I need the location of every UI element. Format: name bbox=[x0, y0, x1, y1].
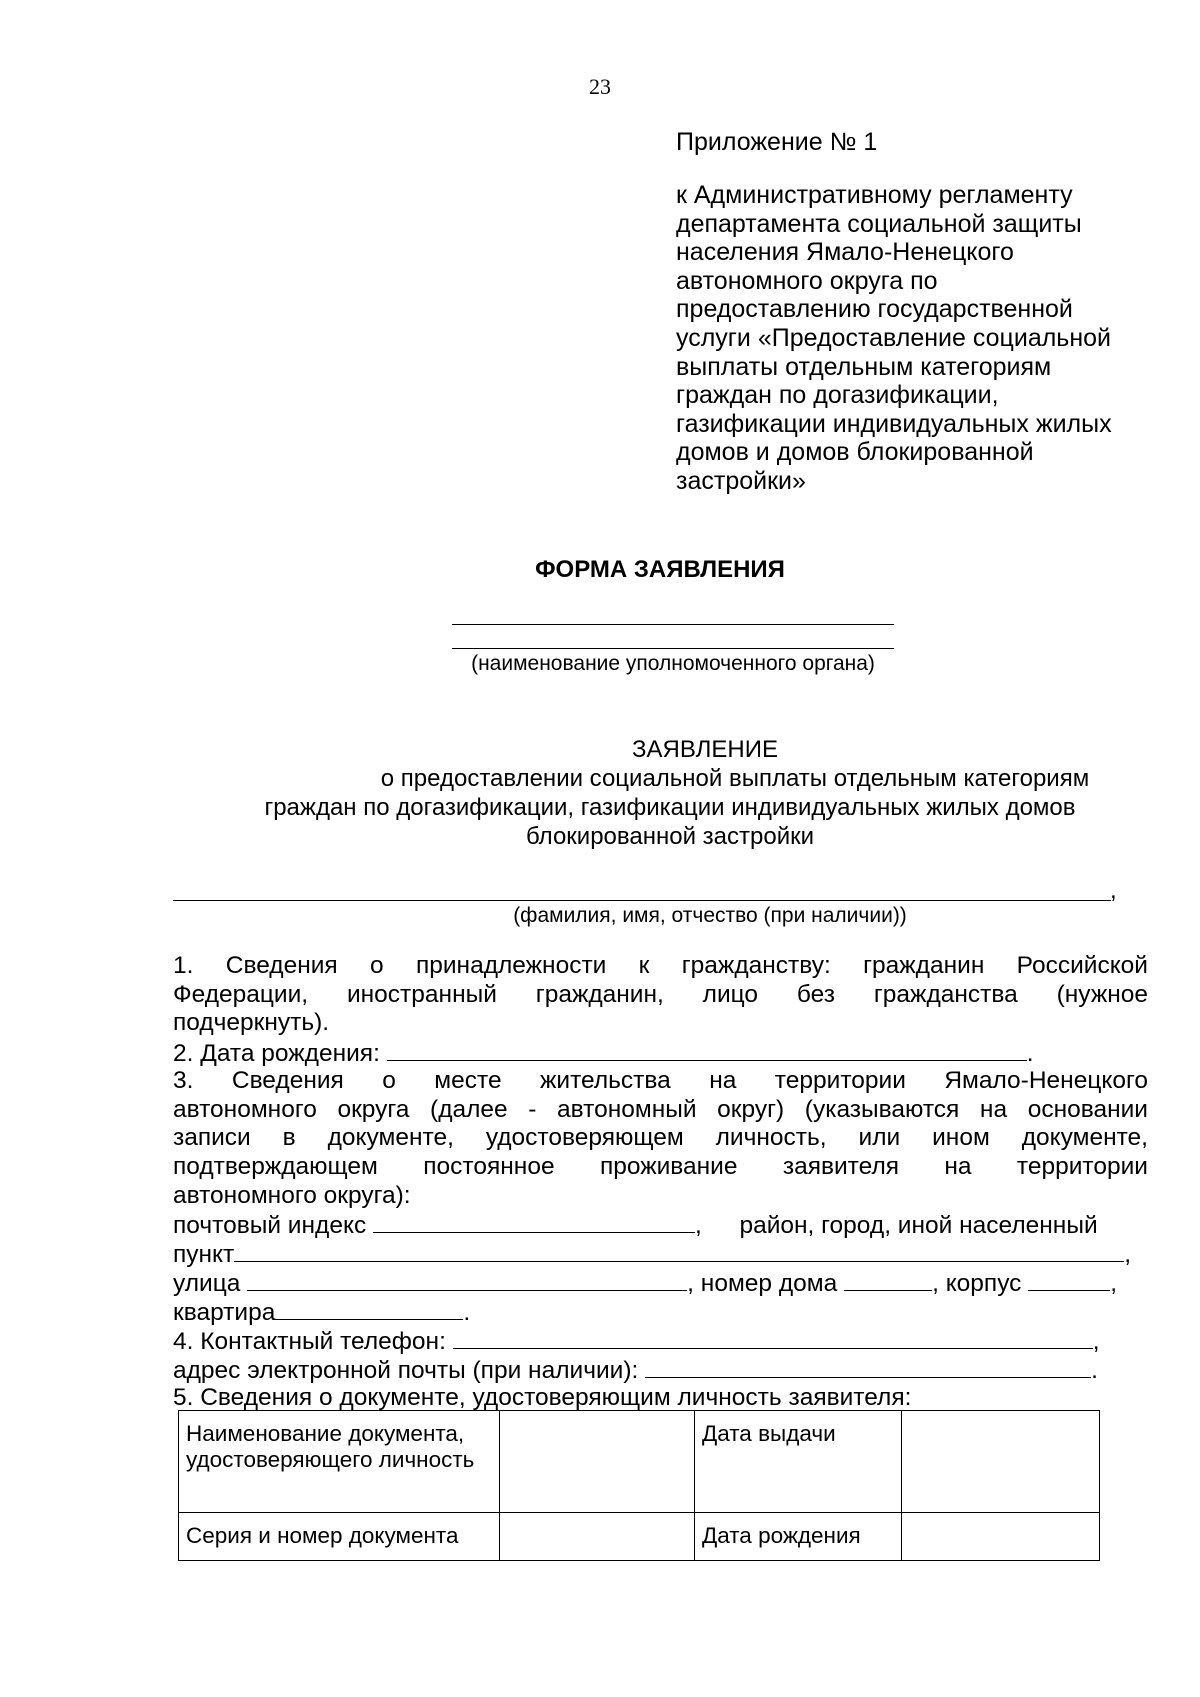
authority-line-2[interactable] bbox=[452, 648, 894, 649]
settlement-row: пункт , bbox=[173, 1241, 1132, 1268]
statement-line: о предоставлении социальной выплаты отдельным категориям bbox=[380, 765, 1090, 792]
item-3-line: автономного округа): bbox=[173, 1181, 411, 1209]
phone-field[interactable] bbox=[453, 1326, 1093, 1349]
appendix-line: газификации индивидуальных жилых bbox=[676, 409, 1112, 438]
birth-date-label: 2. Дата рождения: bbox=[173, 1040, 380, 1067]
appendix-line: услуги «Предоставление социальной bbox=[676, 323, 1112, 352]
house-field[interactable] bbox=[844, 1268, 932, 1291]
postal-row: почтовый индекс , район, город, иной населенный bbox=[173, 1212, 1098, 1239]
form-title: ФОРМА ЗАЯВЛЕНИЯ bbox=[535, 556, 785, 583]
appendix-description bbox=[676, 181, 1156, 496]
statement-title bbox=[200, 735, 1140, 851]
email-row: адрес электронной почты (при наличии): . bbox=[173, 1357, 1098, 1384]
postal-index-field[interactable] bbox=[373, 1210, 695, 1233]
email-label: адрес электронной почты (при наличии): bbox=[173, 1357, 639, 1384]
table-cell-label: Наименование документа, удостоверяющего личность bbox=[179, 1411, 500, 1513]
item-1 bbox=[173, 952, 1148, 1038]
house-label: номер дома bbox=[700, 1270, 838, 1297]
settlement-field[interactable] bbox=[234, 1239, 1124, 1262]
apartment-row: квартира . bbox=[173, 1299, 471, 1326]
apartment-field[interactable] bbox=[275, 1297, 463, 1320]
appendix-line: населения Ямало-Ненецкого bbox=[676, 238, 1014, 267]
authority-line-1[interactable] bbox=[452, 624, 894, 625]
appendix-line: предоставлению государственной bbox=[676, 295, 1073, 324]
applicant-name-line[interactable] bbox=[173, 900, 1111, 901]
appendix-line: выплаты отдельным категориям bbox=[676, 352, 1052, 381]
postal-index-label: почтовый индекс bbox=[173, 1212, 367, 1239]
statement-line: граждан по догазификации, газификации индивидуальных жилых домов bbox=[264, 794, 1076, 821]
table-cell-label: Дата выдачи bbox=[695, 1411, 902, 1513]
table-row bbox=[179, 1513, 1100, 1561]
statement-heading: ЗАЯВЛЕНИЕ bbox=[632, 736, 778, 763]
appendix-line: граждан по догазификации, bbox=[676, 381, 999, 410]
settlement-label: пункт bbox=[173, 1241, 235, 1268]
item-3-line: 3. Сведения о месте жительства на территории Ямало-Ненецкого bbox=[173, 1067, 1148, 1094]
table-row bbox=[179, 1411, 1100, 1513]
appendix-line: автономного округа по bbox=[676, 266, 938, 295]
document-number-cell[interactable] bbox=[500, 1513, 695, 1561]
authority-caption: (наименование уполномоченного органа) bbox=[471, 652, 875, 675]
building-field[interactable] bbox=[1028, 1268, 1110, 1291]
comma: , bbox=[1110, 877, 1117, 904]
appendix-line: застройки» bbox=[676, 466, 806, 495]
document-name-cell[interactable] bbox=[500, 1411, 695, 1513]
appendix-line: домов и домов блокированной bbox=[676, 438, 1034, 467]
appendix-line: к Административному регламенту bbox=[676, 181, 1073, 209]
page-number: 23 bbox=[589, 74, 611, 99]
item-5: 5. Сведения о документе, удостоверяющим личность заявителя: bbox=[173, 1384, 912, 1411]
item-1-line: подчеркнуть). bbox=[173, 1009, 330, 1037]
phone-row: 4. Контактный телефон: , bbox=[173, 1328, 1100, 1355]
item-1-line: Федерации, иностранный гражданин, лицо без гражданства (нужное bbox=[173, 980, 1148, 1008]
phone-label: 4. Контактный телефон: bbox=[173, 1328, 446, 1355]
applicant-name-caption: (фамилия, имя, отчество (при наличии)) bbox=[513, 904, 907, 927]
building-label: корпус bbox=[945, 1270, 1022, 1297]
item-3-line: автономного округа (далее - автономный округ) (указываются на основании bbox=[173, 1095, 1148, 1123]
street-field[interactable] bbox=[247, 1268, 687, 1291]
table-cell-label: Серия и номер документа bbox=[179, 1513, 500, 1561]
item-3-line: записи в документе, удостоверяющем личность, или ином документе, bbox=[173, 1124, 1148, 1152]
apartment-label: квартира bbox=[173, 1299, 276, 1326]
table-cell-label: Дата рождения bbox=[695, 1513, 902, 1561]
district-label: район, город, иной населенный bbox=[739, 1212, 1098, 1239]
identity-document-table bbox=[178, 1410, 1100, 1561]
item-2: 2. Дата рождения: . bbox=[173, 1040, 1034, 1067]
birth-date-field[interactable] bbox=[387, 1038, 1027, 1061]
appendix-title: Приложение № 1 bbox=[676, 128, 878, 156]
item-1-line: 1. Сведения о принадлежности к гражданству: гражданин Российской bbox=[173, 952, 1148, 979]
item-3-line: подтверждающем постоянное проживание заявителя на территории bbox=[173, 1153, 1148, 1181]
appendix-line: департамента социальной защиты bbox=[676, 209, 1082, 238]
birth-date-cell[interactable] bbox=[902, 1513, 1100, 1561]
email-field[interactable] bbox=[645, 1355, 1091, 1378]
street-row: улица , номер дома , корпус , bbox=[173, 1270, 1118, 1297]
issue-date-cell[interactable] bbox=[902, 1411, 1100, 1513]
statement-line: блокированной застройки bbox=[526, 823, 814, 850]
item-3 bbox=[173, 1067, 1148, 1211]
street-label: улица bbox=[173, 1270, 241, 1297]
